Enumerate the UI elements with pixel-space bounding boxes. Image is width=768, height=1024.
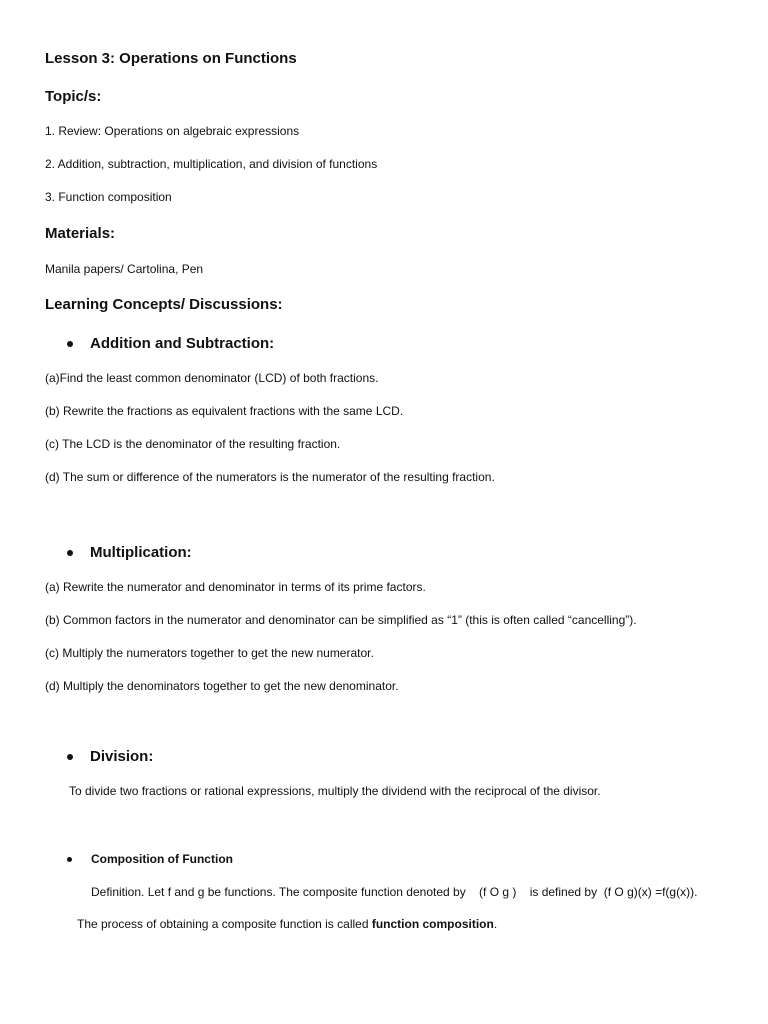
materials-text: Manila papers/ Cartolina, Pen (45, 262, 204, 276)
division-bullet (67, 748, 153, 765)
multiplication-step-a: (a) Rewrite the numerator and denominator in terms of its prime factors. (45, 580, 426, 594)
addition-bullet (67, 335, 274, 352)
multiplication-bullet (67, 544, 192, 561)
multiplication-step-c: (c) Multiply the numerators together to get the new numerator. (45, 646, 374, 660)
composition-definition: Definition. Let f and g be functions. The composite function denoted by (f O g ) is defined by (f O g)(x) =f(g(x)). (91, 885, 698, 899)
addition-heading: Addition and Subtraction: (90, 335, 275, 352)
topic-item-3: 3. Function composition (45, 190, 172, 204)
addition-step-c: (c) The LCD is the denominator of the resulting fraction. (45, 437, 341, 451)
topic-item-1: 1. Review: Operations on algebraic expressions (45, 124, 300, 138)
composition-process (77, 917, 497, 931)
lesson-title: Lesson 3: Operations on Functions (45, 50, 297, 67)
composition-process-prefix: The process of obtaining a composite function is called (77, 917, 372, 931)
topics-heading: Topic/s: (45, 88, 102, 105)
bullet-dot-icon (67, 341, 73, 347)
bullet-dot-icon (67, 857, 72, 862)
bullet-dot-icon (67, 754, 73, 760)
addition-step-a: (a)Find the least common denominator (LCD) of both fractions. (45, 371, 379, 385)
addition-step-b: (b) Rewrite the fractions as equivalent fractions with the same LCD. (45, 404, 404, 418)
addition-step-d: (d) The sum or difference of the numerators is the numerator of the resulting fraction. (45, 470, 495, 484)
multiplication-step-b: (b) Common factors in the numerator and denominator can be simplified as “1” (this is often called “cancelling”). (45, 613, 637, 627)
composition-process-suffix: . (493, 917, 498, 931)
multiplication-step-d: (d) Multiply the denominators together to get the new denominator. (45, 679, 399, 693)
composition-process-term: function composition (371, 917, 494, 931)
topic-item-2: 2. Addition, subtraction, multiplication, and division of functions (45, 157, 378, 171)
learning-concepts-heading: Learning Concepts/ Discussions: (45, 296, 283, 313)
materials-heading: Materials: (45, 225, 116, 242)
composition-bullet (67, 852, 233, 866)
multiplication-heading: Multiplication: (90, 544, 192, 561)
composition-heading: Composition of Function (91, 852, 233, 866)
bullet-dot-icon (67, 550, 73, 556)
division-heading: Division: (90, 748, 154, 765)
division-text: To divide two fractions or rational expressions, multiply the dividend with the reciprocal of the divisor. (69, 784, 601, 798)
